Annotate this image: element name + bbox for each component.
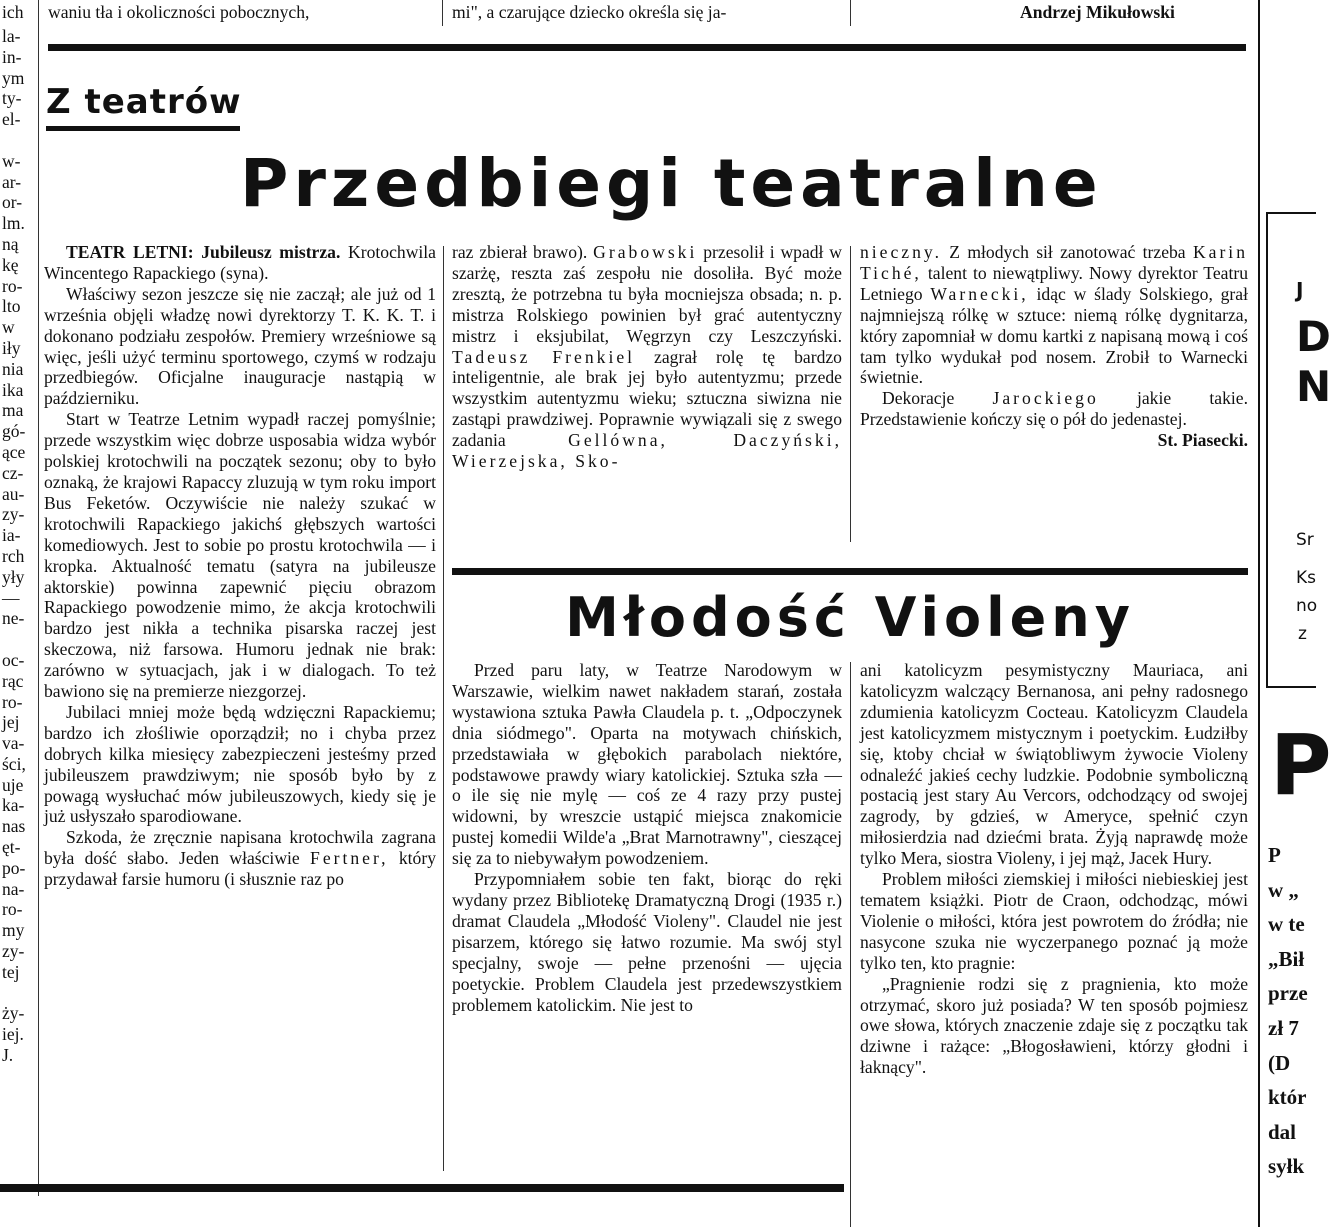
right-edge-line: któr: [1268, 1085, 1307, 1110]
left-edge-line: rch: [2, 545, 25, 566]
actor-name-skonieczny: nieczny.: [860, 242, 942, 262]
left-edge-line: [2, 130, 36, 151]
top-divider-2: [442, 0, 443, 26]
article2-divider: [850, 662, 851, 1227]
article1-lead: [44, 242, 436, 284]
section-underline: [46, 126, 240, 131]
left-edge-line: uje: [2, 774, 24, 795]
right-edge-big-letter-2: N: [1296, 362, 1332, 411]
left-edge-line: w: [2, 317, 15, 338]
article2-paragraph: Przypomniałem sobie ten fakt, biorąc do ręki wydany przez Bibliotekę Dramatyczną Drogi (1935 r.) dramat Claudela „Młodość Violeny". Claudel nie jest pisarzem, którego się łatwo rozumie. Ma swój styl specjalny, swoje — pełne przenośni — ujęcia poetyckie. Problem Claudela jest przedewszystkiem problemem katolickim. Nie jest to: [452, 869, 842, 1015]
article1-text-b: przesolił i wpadł w szarżę, reszta zaś zespołu nie dosoliła. Być może zresztą, że potrzebna tu była mocniejsza obsada; n. p. mistrza Rolskiego powinien był grać autentyczny mistrz i eksjubilat, Węgrzyn czy Leszczyński.: [452, 242, 843, 346]
article1-text-e: talent to niewątpliwy. Nowy dyrektor Teatru Letniego: [860, 262, 1248, 304]
article1-lead-label: TEATR LETNI: Jubileusz mistrza.: [66, 242, 341, 262]
left-edge-line: tej: [2, 961, 20, 982]
left-edge-line: rąc: [2, 670, 24, 691]
left-edge-line: J.: [2, 1045, 14, 1066]
article1-divider-1: [443, 246, 444, 1171]
right-edge-line: prze: [1268, 981, 1308, 1006]
article1-column-3: [860, 242, 1248, 545]
article1-paragraph: [44, 827, 436, 890]
left-edge-line: [2, 983, 36, 1004]
left-edge-line: nas: [2, 816, 26, 837]
actor-name-grabowski: Grabowski: [593, 242, 698, 262]
article1-text-g: Dekoracje: [882, 388, 955, 409]
article1-text-h: jakie takie. Przedstawienie kończy się o pół do jedenastej.: [860, 388, 1248, 430]
article1-column-2: [452, 242, 842, 545]
article1-divider-2: [850, 246, 851, 542]
right-edge-line: „Bił: [1268, 946, 1305, 971]
designer-name-jarocki: Jarockiego: [992, 388, 1099, 409]
left-edge-line: lto: [2, 296, 21, 317]
article2-title: Młodość Violeny: [565, 586, 1135, 649]
article1-decorations: [860, 388, 1248, 430]
article1-paragraph: Jubilaci mniej może będą wdzięczni Rapackiemu; bardzo ich złośliwie oporządził; no i chyba przez dobrych kilka miesięcy zabezpieczeni jesteśmy przed jubileuszem prawdziwym; nie sposób było by z powagą wysłuchać mów jubileuszowych, kiedy się je już usłyszało sparodiowane.: [44, 701, 436, 827]
right-edge-line: w „: [1268, 877, 1299, 902]
article1-paragraph-text: Szkoda, że zręcznie napisana krotochwila zagrana była dość słabo. Jeden właściwie: [44, 827, 436, 869]
right-edge-frame-top: [1266, 212, 1316, 214]
right-edge-small-2: Ks: [1296, 568, 1317, 588]
right-edge-big-p: P: [1270, 716, 1332, 814]
article1-text-c: zagrał rolę tę bardzo inteligentnie, ale brak jej było autentyzmu; przede wszystkim autentyzmu wieku; sztuczna siwizna nie zastąpi prawdziwej. Poprawnie wywiązali się z swego zadania: [452, 346, 842, 451]
left-edge-line: ęt-: [2, 837, 21, 858]
left-edge-line: ści,: [2, 753, 26, 774]
right-edge-line: w te: [1268, 912, 1305, 937]
left-edge-line: el-: [2, 109, 21, 130]
article2-top-rule: [452, 568, 1248, 575]
article1-signature: St. Piasecki.: [1157, 430, 1248, 451]
actor-name-frenkiel: Tadeusz Frenkiel: [452, 346, 636, 367]
actor-name-fertner: Fertner,: [310, 848, 389, 869]
left-edge-line: jej: [2, 712, 20, 733]
left-edge-line: ma: [2, 400, 24, 421]
left-edge-line: ro-: [2, 691, 23, 712]
top-fragment-left: ich: [2, 2, 24, 22]
left-edge-line: my: [2, 920, 25, 941]
left-edge-line: ro-: [2, 275, 23, 296]
left-edge-line: iej.: [2, 1024, 24, 1045]
right-edge-line: (D: [1268, 1050, 1291, 1075]
section-label: Z teatrów: [46, 82, 242, 122]
right-edge-line: dal: [1268, 1119, 1297, 1144]
left-edge-line: [2, 629, 36, 650]
article2-paragraph: ani katolicyzm pesymistyczny Mauriaca, ani katolicyzm walczący Bernanosa, ani pełny radosnego zdumienia katolicyzm Cocteau. Katolicyzm Claudela jest katolicyzmem mistycznym i poetyckim. Łudziłby się, ktoby chciał w świątobliwym żywocie Violeny odnaleźć jakieś cechy ludzkie. Podobnie symboliczną postacią jest stary Au Vercors, odchodzący od swojej zagrody, by gdzieś, w Ameryce, spełnić czyn miłosierdzia nad dziećmi brata. Żyją naprawdę może tylko Mera, siostra Violeny, i jej mąż, Jacek Hury.: [860, 660, 1248, 869]
article1-column-1: [44, 242, 436, 1172]
left-edge-fragments: [2, 26, 36, 1196]
left-edge-line: au-: [2, 483, 25, 504]
right-edge-big-letter-1: D: [1296, 312, 1331, 361]
left-edge-line: ka-: [2, 795, 25, 816]
right-edge-line: syłk: [1268, 1154, 1305, 1179]
actor-name-tiche: Karin Tiché,: [860, 242, 1248, 283]
left-edge-line: va-: [2, 733, 25, 754]
left-edge-line: ika: [2, 379, 24, 400]
left-edge-line: ty-: [2, 88, 22, 109]
left-edge-line: or-: [2, 192, 23, 213]
article2-quote: „Pragnienie rodzi się z pragnienia, kto może otrzymać, skoro już posiada? W ten sposób pojmiesz owe słowa, których znaczenie zdaje się z początku tak dziwne i rażące: „Błogosławieni, którzy głodni i łaknący".: [860, 973, 1248, 1078]
left-edge-divider: [38, 26, 39, 1196]
article2-paragraph: Problem miłości ziemskiej i miłości niebieskiej jest tematem książki. Piotr de Craon, odchodząc, mówi Violenie o miłości, która jest powrotem do źródła; nie nasycone szuka nie wyczerpanego poznać ją może tylko ten, kto pragnie:: [860, 869, 1248, 973]
article1-paragraph-end: który przydawał farsie humoru (i słusznie raz po: [44, 848, 436, 890]
top-fragment-col2: mi", a czarujące dziecko określa się ja-: [452, 2, 727, 22]
left-edge-line: ną: [2, 233, 19, 254]
left-edge-line: oc-: [2, 649, 25, 670]
article1-text-d: Z młodych sił zanotować trzeba: [949, 242, 1186, 262]
left-edge-line: in-: [2, 46, 22, 67]
article2-paragraph: Przed paru laty, w Teatrze Narodowym w Warszawie, wielkim nawet nakładem starań, została wystawiona sztuka Pawła Claudela p. t. „Odpoczynek dnia siódmego". Oparta na motywach chińskich, przedstawiała w głębokich parabolach niektóre, podstawowe prawdy wiary katolickiej. Sztuka szła — o ile się nie mylę — coś ze 4 razy przy pustej widowni, by wreszcie ustąpić miejsca znakomicie pustej komedii Wilde'a „Brat Marnotrawny", cieszącej się za to niebywałym powodzeniem.: [452, 660, 842, 869]
left-edge-line: ym: [2, 67, 25, 88]
left-edge-line: ży-: [2, 1003, 25, 1024]
right-edge-divider: [1258, 0, 1260, 1227]
left-edge-line: po-: [2, 857, 26, 878]
left-edge-line: ne-: [2, 608, 25, 629]
left-edge-line: lm.: [2, 213, 25, 234]
article1-paragraph: Właściwy sezon jeszcze się nie zaczął; ale już od 1 września objęli władzę nowi dyrektorzy T. K. K. T. i dokonano podziału zespołów. Premiery wrześniowe są więc, jeśli użyć terminu sportowego, czymś w rodzaju przedbiegów. Oficjalne inauguracje nastąpią w październiku.: [44, 283, 436, 409]
right-edge-small-1: Sr: [1296, 530, 1314, 550]
right-edge-small-4: z: [1298, 624, 1307, 644]
right-edge-line: P: [1268, 843, 1281, 867]
left-edge-line: zy-: [2, 941, 25, 962]
right-edge-line: zł 7: [1268, 1015, 1299, 1040]
left-edge-line: la-: [2, 26, 21, 46]
top-divider-1: [38, 0, 39, 26]
top-fragment-col1: waniu tła i okoliczności pobocznych,: [48, 2, 310, 22]
left-edge-line: ące: [2, 441, 26, 462]
top-fragment-author: Andrzej Mikułowski: [1020, 2, 1175, 22]
left-edge-line: na-: [2, 878, 25, 899]
left-edge-line: iły: [2, 337, 21, 358]
left-edge-line: yły: [2, 566, 25, 587]
article1-paragraph: Start w Teatrze Letnim wypadł raczej pomyślnie; przede wszystkim więc dobrze usposabia widza wybór polskiej krotochwili na początek sezonu; oby to było oznaką, że krajowi Rapaccy zluzują w tym roku import Bus Feketów. Oczywiście nie należy szukać w krotochwili Rapackiego jakichś głębszych wartości komediowych. Jest to sobie po prostu krotochwila — i kropka. Aktualność tematu (satyra na jubileusze aktorskie) powinna zapewnić pięciu obrazom Rapackiego powodzenie mimo, że akcja krotochwili bardzo jest nikła a technika pisarska raczej jest skeczowa, niż farsowa. Humoru jednak nie brak: zarówno w sytuacjach, jak i w dialogach. To też bawiono się na premierze niezgorzej.: [44, 409, 436, 702]
left-edge-line: w-: [2, 150, 21, 171]
article2-column-1: [452, 660, 842, 1170]
actor-name-warnecki: Warnecki,: [930, 283, 1029, 304]
actor-names-cast: Gellówna, Daczyński, Wierzejska, Sko-: [452, 430, 842, 472]
article2-column-2: [860, 660, 1248, 1227]
left-edge-line: zy-: [2, 504, 25, 525]
left-edge-line: kę: [2, 254, 19, 275]
article1-title: Przedbiegi teatralne: [240, 145, 1103, 222]
left-edge-line: gó-: [2, 421, 26, 442]
left-edge-line: nia: [2, 358, 24, 379]
left-edge-line: ar-: [2, 171, 22, 192]
right-edge-small-3: no: [1296, 596, 1318, 616]
article1-lead-rest: Krotochwila Wincentego Rapackiego (syna).: [44, 242, 436, 283]
article1-text-f: idąc w ślady Solskiego, grał najmniejszą rólkę w sztuce: niemą rólkę dygnitarza, który zapomniał w domu kartki z napisaną mową i coś tam tylko wydukał pod nosem. Zrobił to Warnecki świetnie.: [860, 283, 1248, 388]
right-edge-frame-bottom: [1266, 686, 1316, 688]
article1-text-a: raz zbierał brawo).: [452, 242, 588, 262]
right-edge-fragments: [1268, 838, 1316, 1227]
top-divider-3: [850, 0, 851, 26]
article1-column-2-text: [452, 242, 842, 472]
left-edge-line: —: [2, 587, 20, 608]
left-edge-line: cz-: [2, 462, 24, 483]
right-edge-top-letter: J: [1296, 278, 1304, 302]
left-edge-line: ro-: [2, 899, 23, 920]
article1-column-3-text: [860, 242, 1248, 388]
bottom-rule: [0, 1184, 844, 1192]
right-edge-frame-left: [1266, 212, 1268, 688]
top-rule: [48, 44, 1246, 51]
left-edge-line: ia-: [2, 525, 21, 546]
